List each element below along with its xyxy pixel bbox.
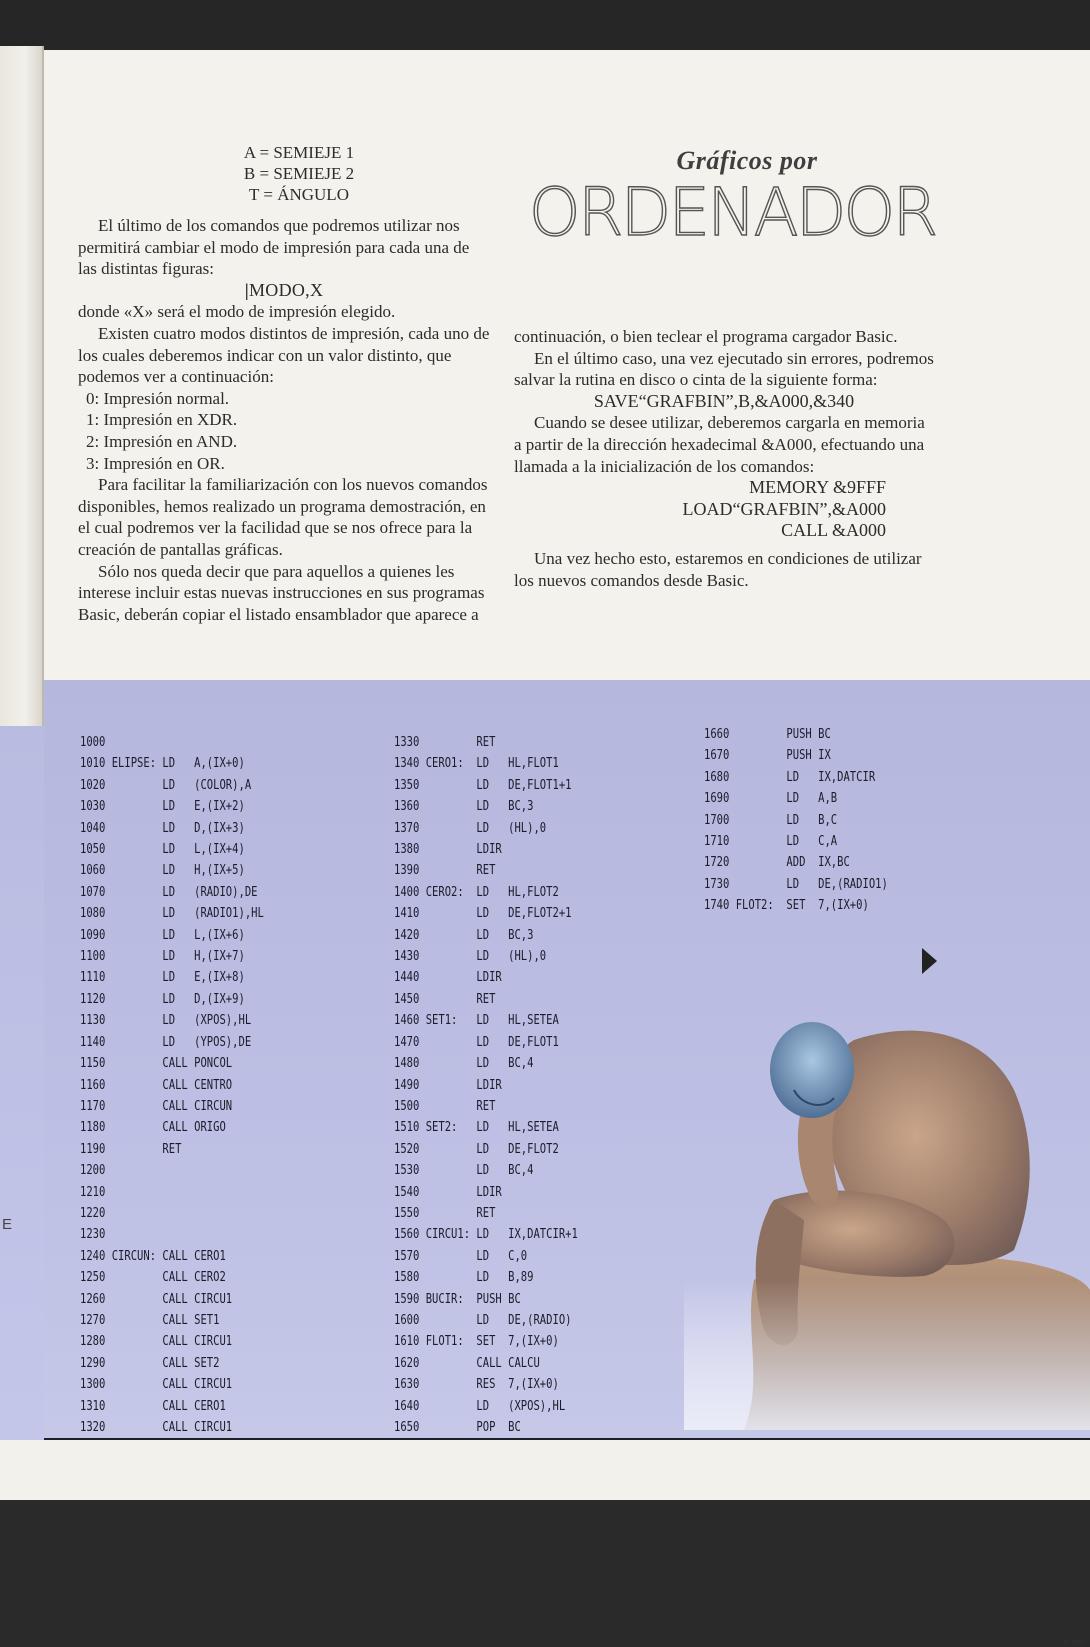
code-line: 1610 FLOT1: SET 7,(IX+0) bbox=[394, 1333, 559, 1350]
code-line: 1170 CALL CIRCUN bbox=[80, 1097, 233, 1114]
code-line: 1680 LD IX,DATCIR bbox=[704, 768, 876, 785]
code-line: 1360 LD BC,3 bbox=[394, 798, 534, 815]
listing-column-2 bbox=[394, 732, 578, 1438]
code-line: 1080 LD (RADIO1),HL bbox=[80, 905, 264, 922]
thinker-illustration bbox=[684, 950, 1090, 1430]
code-line: 1650 POP BC bbox=[394, 1419, 521, 1435]
code-line: 1420 LD BC,3 bbox=[394, 926, 534, 943]
code-line: 1010 ELIPSE: LD A,(IX+0) bbox=[80, 755, 245, 772]
section-logo bbox=[522, 146, 942, 251]
previous-page-letter: E bbox=[2, 1216, 13, 1233]
mode-item: 3: Impresión en OR. bbox=[86, 453, 225, 473]
code-line: 1540 LDIR bbox=[394, 1183, 502, 1200]
code-line: 1020 LD (COLOR),A bbox=[80, 776, 252, 793]
code-line: 1560 CIRCU1: LD IX,DATCIR+1 bbox=[394, 1226, 578, 1243]
code-line: 1230 bbox=[80, 1226, 106, 1243]
code-line: 1220 bbox=[80, 1204, 106, 1221]
code-line: 1280 CALL CIRCU1 bbox=[80, 1333, 233, 1350]
code-line: 1070 LD (RADIO),DE bbox=[80, 883, 258, 900]
right-text-column bbox=[514, 326, 934, 591]
paragraph: Existen cuatro modos distintos de impresión, cada uno de los cuales deberemos indicar con un valor distinto, que podemos ver a continuación: bbox=[78, 323, 490, 387]
magazine-page bbox=[44, 50, 1090, 1647]
code-line: 1580 LD B,89 bbox=[394, 1269, 534, 1286]
scanner-border-top bbox=[0, 0, 1090, 52]
paragraph: continuación, o bien teclear el programa cargador Basic. bbox=[514, 327, 898, 346]
code-line: 1190 RET bbox=[80, 1140, 182, 1157]
illustration-credit: FUNCI bbox=[1064, 1640, 1086, 1647]
code-line: 1410 LD DE,FLOT2+1 bbox=[394, 905, 572, 922]
logo-subtitle: Gráficos por bbox=[676, 146, 818, 175]
code-line: 1710 LD C,A bbox=[704, 833, 838, 850]
code-line: 1550 RET bbox=[394, 1204, 496, 1221]
command-line bbox=[78, 280, 490, 302]
code-line: 1180 CALL ORIGO bbox=[80, 1119, 226, 1136]
code-line: 1350 LD DE,FLOT1+1 bbox=[394, 776, 572, 793]
mode-item: 2: Impresión en AND. bbox=[86, 431, 238, 451]
code-line: 1490 LDIR bbox=[394, 1076, 502, 1093]
paragraph: Sólo nos queda decir que para aquellos a quienes les interese incluir estas nuevas instrucciones en sus programas Basic, deberán copiar el listado ensamblador que aparece a bbox=[78, 561, 485, 624]
code-line: 1640 LD (XPOS),HL bbox=[394, 1397, 566, 1414]
code-line: 1320 CALL CIRCU1 bbox=[80, 1419, 233, 1435]
paragraph: Una vez hecho esto, estaremos en condiciones de utilizar los nuevos comandos desde Basic. bbox=[514, 548, 922, 590]
load-commands bbox=[514, 477, 934, 542]
save-command: SAVE“GRAFBIN”,B,&A000,&340 bbox=[593, 390, 855, 411]
code-line: 1260 CALL CIRCU1 bbox=[80, 1290, 233, 1307]
left-text-column bbox=[78, 142, 490, 625]
previous-page-blue-panel bbox=[0, 726, 44, 1486]
paragraph: En el último caso, una vez ejecutado sin errores, podremos salvar la rutina en disco o cinta de la siguiente forma: bbox=[514, 348, 934, 390]
code-line: 1270 CALL SET1 bbox=[80, 1311, 220, 1328]
paragraph: El último de los comandos que podremos utilizar nos permitirá cambiar el modo de impresión para cada una de las distintas figuras: bbox=[78, 216, 470, 279]
code-line: 1630 RES 7,(IX+0) bbox=[394, 1376, 559, 1393]
code-line: 1470 LD DE,FLOT1 bbox=[394, 1033, 559, 1050]
paragraph: Cuando se desee utilizar, deberemos cargarla en memoria a partir de la dirección hexadecimal &A000, efectuando una llamada a la inicialización de los comandos: bbox=[514, 413, 925, 476]
code-line: 1120 LD D,(IX+9) bbox=[80, 990, 245, 1007]
code-line: 1590 BUCIR: PUSH BC bbox=[394, 1290, 521, 1307]
code-line: 1290 CALL SET2 bbox=[80, 1354, 220, 1371]
code-line: 1670 PUSH IX bbox=[704, 747, 831, 764]
code-line: 1400 CERO2: LD HL,FLOT2 bbox=[394, 883, 559, 900]
code-line: 1240 CIRCUN: CALL CERO1 bbox=[80, 1247, 226, 1264]
code-line: 1530 LD BC,4 bbox=[394, 1162, 534, 1179]
code-line: 1620 CALL CALCU bbox=[394, 1354, 540, 1371]
code-line: 1100 LD H,(IX+7) bbox=[80, 948, 245, 965]
code-line: 1000 bbox=[80, 734, 106, 750]
command-bar-glyph: | bbox=[244, 279, 249, 300]
previous-page-edge bbox=[0, 46, 44, 1500]
listing-column-1 bbox=[80, 732, 264, 1438]
code-line: 1430 LD (HL),0 bbox=[394, 948, 547, 965]
code-line: 1140 LD (YPOS),DE bbox=[80, 1033, 252, 1050]
code-line: 1600 LD DE,(RADIO) bbox=[394, 1311, 572, 1328]
scanner-border-bottom bbox=[0, 1440, 1090, 1500]
code-line: 1030 LD E,(IX+2) bbox=[80, 798, 245, 815]
load-command-line: LOAD“GRAFBIN”,&A000 bbox=[682, 498, 886, 519]
code-line: 1450 RET bbox=[394, 990, 496, 1007]
assembler-listing-panel bbox=[44, 680, 1090, 1647]
code-line: 1210 bbox=[80, 1183, 106, 1200]
code-line: 1740 FLOT2: SET 7,(IX+0) bbox=[704, 897, 869, 914]
formula-line: T = ÁNGULO bbox=[249, 185, 349, 204]
code-line: 1090 LD L,(IX+6) bbox=[80, 926, 245, 943]
code-line: 1480 LD BC,4 bbox=[394, 1055, 534, 1072]
listing-column-3 bbox=[704, 724, 888, 917]
formula-line: A = SEMIEJE 1 bbox=[243, 143, 355, 162]
code-line: 1370 LD (HL),0 bbox=[394, 819, 547, 836]
code-line: 1380 LDIR bbox=[394, 841, 502, 858]
code-line: 1310 CALL CERO1 bbox=[80, 1397, 226, 1414]
code-line: 1730 LD DE,(RADIO1) bbox=[704, 875, 888, 892]
code-line: 1460 SET1: LD HL,SETEA bbox=[394, 1012, 559, 1029]
formula-block bbox=[108, 142, 490, 205]
code-line: 1720 ADD IX,BC bbox=[704, 854, 850, 871]
formula-line: B = SEMIEJE 2 bbox=[243, 164, 355, 183]
paragraph: donde «X» será el modo de impresión elegido. bbox=[78, 302, 396, 322]
mode-item: 1: Impresión en XDR. bbox=[86, 410, 238, 430]
code-line: 1440 LDIR bbox=[394, 969, 502, 986]
code-line: 1570 LD C,0 bbox=[394, 1247, 528, 1264]
code-line: 1050 LD L,(IX+4) bbox=[80, 841, 245, 858]
code-line: 1700 LD B,C bbox=[704, 811, 838, 828]
paragraph: Para facilitar la familiarización con los nuevos comandos disponibles, hemos realizado un programa demostración, en el cual podremos ver la facilidad que se nos ofrece para la creación de pantallas gráficas. bbox=[78, 475, 488, 559]
code-line: 1200 bbox=[80, 1162, 106, 1179]
code-line: 1250 CALL CERO2 bbox=[80, 1269, 226, 1286]
code-line: 1390 RET bbox=[394, 862, 496, 879]
code-line: 1040 LD D,(IX+3) bbox=[80, 819, 245, 836]
mode-item: 0: Impresión normal. bbox=[86, 388, 230, 408]
mode-list bbox=[78, 388, 490, 474]
load-command-line: CALL &A000 bbox=[781, 520, 886, 541]
code-line: 1520 LD DE,FLOT2 bbox=[394, 1140, 559, 1157]
code-line: 1340 CERO1: LD HL,FLOT1 bbox=[394, 755, 559, 772]
logo-title: ORDENADOR bbox=[528, 174, 936, 251]
code-line: 1660 PUSH BC bbox=[704, 726, 831, 742]
code-line: 1300 CALL CIRCU1 bbox=[80, 1376, 233, 1393]
load-command-line: MEMORY &9FFF bbox=[749, 477, 886, 498]
code-line: 1690 LD A,B bbox=[704, 790, 838, 807]
code-line: 1110 LD E,(IX+8) bbox=[80, 969, 245, 986]
code-line: 1060 LD H,(IX+5) bbox=[80, 862, 245, 879]
code-line: 1510 SET2: LD HL,SETEA bbox=[394, 1119, 559, 1136]
code-line: 1150 CALL PONCOL bbox=[80, 1055, 233, 1072]
code-line: 1130 LD (XPOS),HL bbox=[80, 1012, 252, 1029]
code-line: 1160 CALL CENTRO bbox=[80, 1076, 233, 1093]
code-line: 1330 RET bbox=[394, 734, 496, 750]
code-line: 1500 RET bbox=[394, 1097, 496, 1114]
command-text: MODO,X bbox=[248, 279, 324, 300]
